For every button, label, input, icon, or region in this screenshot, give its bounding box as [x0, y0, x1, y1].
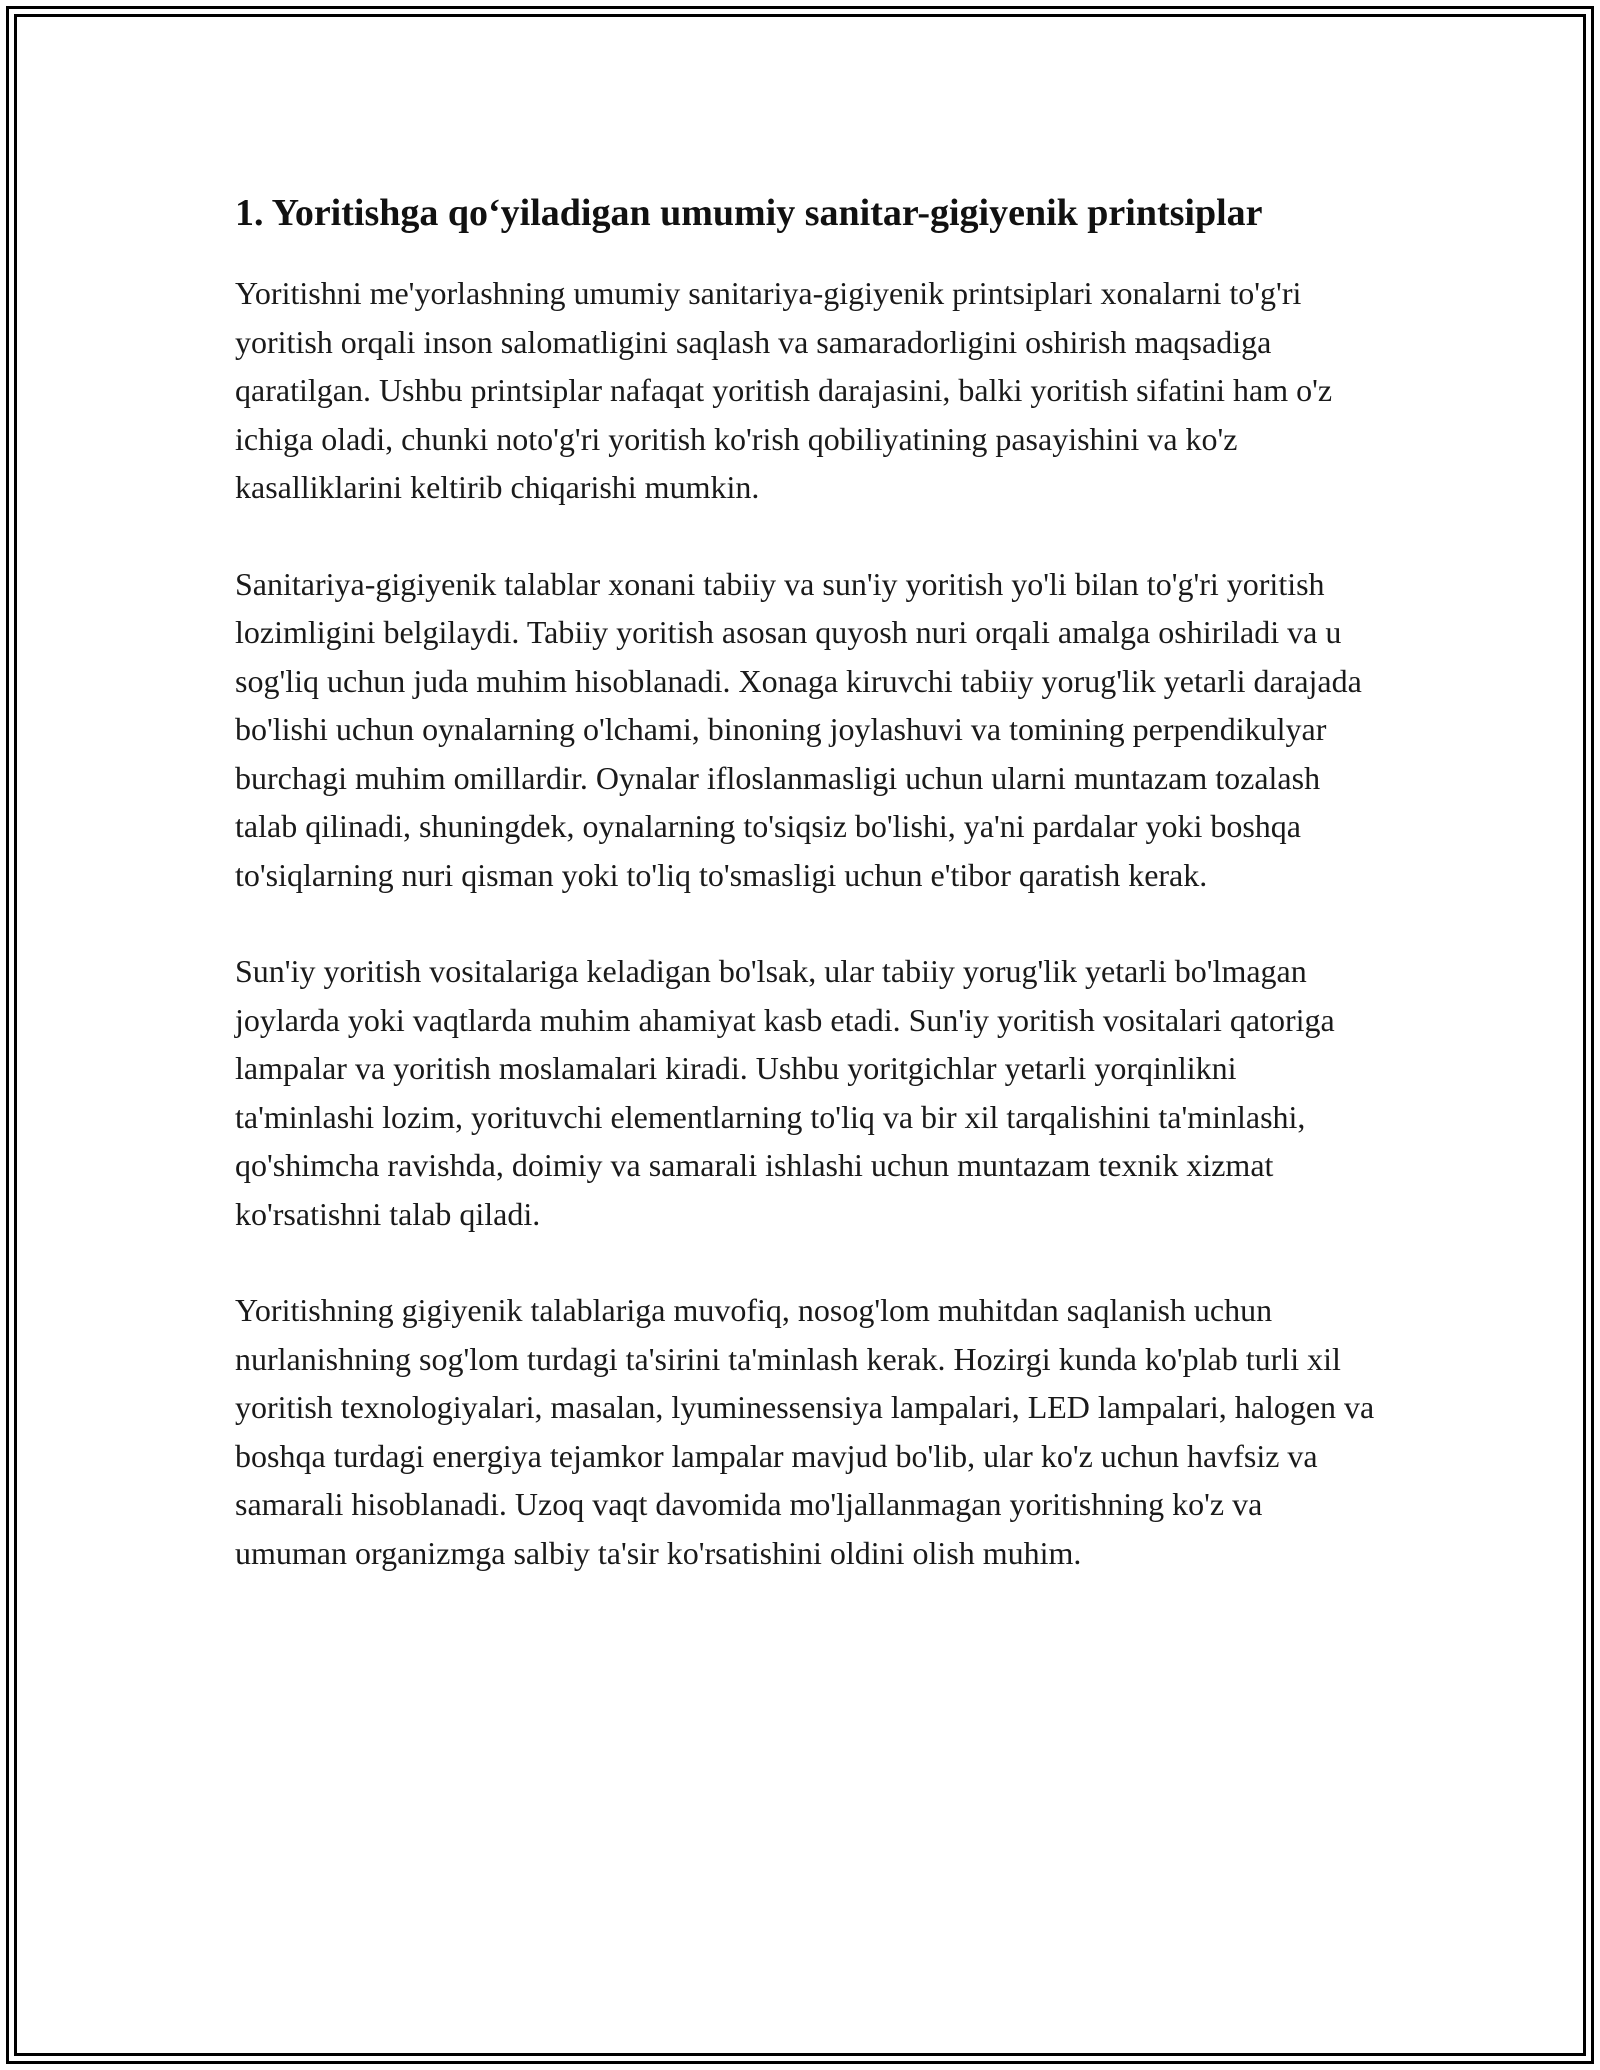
paragraph-4: Yoritishning gigiyenik talablariga muvofiq, nosog'lom muhitdan saqlanish uchun nurlanishning sog'lom turdagi ta'sirini ta'minlash kerak. Hozirgi kunda ko'plab turli xil yoritish texnologiyalari, masalan, lyuminessensiya lampalari, LED lampalari, halogen va boshqa turdagi energiya tejamkor lampalar mavjud bo'lib, ular ko'z uchun havfsiz va samarali hisoblanadi. Uzoq vaqt davomida mo'ljallanmagan yoritishning ko'z va umuman organizmga salbiy ta'sir ko'rsatishini oldini olish muhim.	[235, 1292, 1375, 1571]
paragraph-2: Sanitariya-gigiyenik talablar xonani tabiiy va sun'iy yoritish yo'li bilan to'g'ri yoritish lozimligini belgilaydi. Tabiiy yoritish asosan quyosh nuri orqali amalga oshiriladi va u sog'liq uchun juda muhim hisoblanadi. Xonaga kiruvchi tabiiy yorug'lik yetarli darajada bo'lishi uchun oynalarning o'lchami, binoning joylashuvi va tomining perpendikulyar burchagi muhim omillardir. Oynalar ifloslanmasligi uchun ularni muntazam tozalash talab qilinadi, shuningdek, oynalarning to'siqsiz bo'lishi, ya'ni pardalar yoki boshqa to'siqlarning nuri qisman yoki to'liq to'smasligi uchun e'tibor qaratish kerak.	[235, 565, 1362, 893]
section-heading: 1. Yoritishga qo‘yiladigan umumiy sanitar-gigiyenik printsiplar	[235, 192, 1263, 234]
paragraph-1: Yoritishni me'yorlashning umumiy sanitariya-gigiyenik printsiplari xonalarni to'g'ri yoritish orqali inson salomatligini saqlash va samaradorligini oshirish maqsadiga qaratilgan. Ushbu printsiplar nafaqat yoritish darajasini, balki yoritish sifatini ham o'z ichiga oladi, chunki noto'g'ri yoritish ko'rish qobiliyatining pasayishini va ko'z kasalliklarini keltirib chiqarishi mumkin.	[235, 275, 1333, 505]
document-body	[235, 185, 1375, 1625]
paragraph-3: Sun'iy yoritish vositalariga keladigan bo'lsak, ular tabiiy yorug'lik yetarli bo'lmagan joylarda yoki vaqtlarda muhim ahamiyat kasb etadi. Sun'iy yoritish vositalari qatoriga lampalar va yoritish moslamalari kiradi. Ushbu yoritgichlar yetarli yorqinlikni ta'minlashi lozim, yorituvchi elementlarning to'liq va bir xil tarqalishini ta'minlashi, qo'shimcha ravishda, doimiy va samarali ishlashi uchun muntazam texnik xizmat ko'rsatishni talab qiladi.	[235, 953, 1335, 1232]
